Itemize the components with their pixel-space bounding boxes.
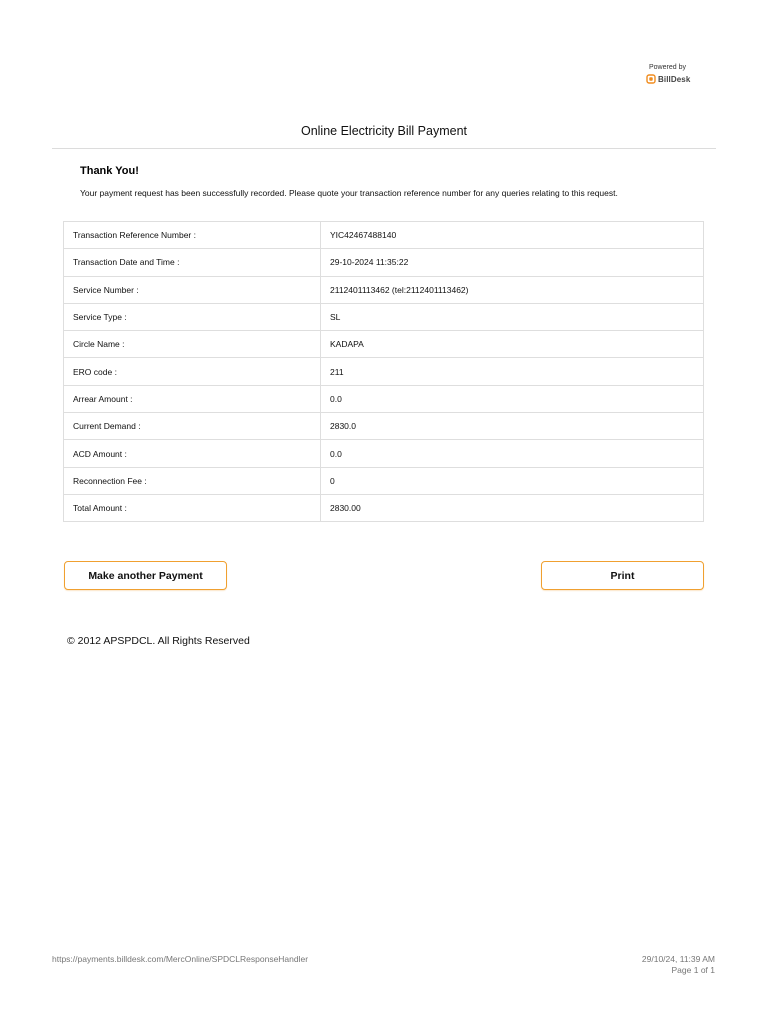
print-footer-info xyxy=(642,954,715,976)
detail-label: Circle Name : xyxy=(64,331,321,358)
powered-by-label: Powered by xyxy=(649,64,686,71)
table-row xyxy=(64,440,704,467)
detail-value: 29-10-2024 11:35:22 xyxy=(321,249,704,276)
detail-value: SL xyxy=(321,303,704,330)
detail-label: Current Demand : xyxy=(64,413,321,440)
powered-by-badge xyxy=(646,63,726,84)
detail-value: 0.0 xyxy=(321,385,704,412)
make-another-payment-button[interactable]: Make another Payment xyxy=(64,561,227,590)
billdesk-brand xyxy=(646,74,726,84)
page-title: Online Electricity Bill Payment xyxy=(300,124,468,138)
title-divider xyxy=(52,148,716,149)
table-row xyxy=(64,331,704,358)
copyright-notice: © 2012 APSPDCL. All Rights Reserved xyxy=(67,635,250,647)
print-footer-url: https://payments.billdesk.com/MercOnline/SPDCLResponseHandler xyxy=(52,954,309,964)
print-button[interactable]: Print xyxy=(541,561,704,590)
detail-value: YIC42467488140 xyxy=(321,222,704,249)
thank-you-heading: Thank You! xyxy=(80,165,139,177)
table-row xyxy=(64,276,704,303)
table-row xyxy=(64,249,704,276)
table-row xyxy=(64,385,704,412)
detail-label: Total Amount : xyxy=(64,494,321,521)
detail-value: 2830.0 xyxy=(321,413,704,440)
print-footer-datetime: 29/10/24, 11:39 AM xyxy=(641,954,715,964)
detail-label: Service Type : xyxy=(64,303,321,330)
detail-label: Arrear Amount : xyxy=(64,385,321,412)
detail-value: 211 xyxy=(321,358,704,385)
table-row xyxy=(64,303,704,330)
detail-label: Service Number : xyxy=(64,276,321,303)
detail-label: Transaction Reference Number : xyxy=(64,222,321,249)
table-row xyxy=(64,413,704,440)
table-row xyxy=(64,358,704,385)
billdesk-brand-name: BillDesk xyxy=(658,74,691,84)
detail-label: Reconnection Fee : xyxy=(64,467,321,494)
detail-label: ACD Amount : xyxy=(64,440,321,467)
detail-value: KADAPA xyxy=(321,331,704,358)
detail-label: ERO code : xyxy=(64,358,321,385)
detail-value: 0 xyxy=(321,467,704,494)
table-row xyxy=(64,222,704,249)
billdesk-logo-icon xyxy=(646,74,656,84)
detail-value: 0.0 xyxy=(321,440,704,467)
table-row xyxy=(64,467,704,494)
transaction-details-table xyxy=(63,221,704,522)
detail-value: 2830.00 xyxy=(321,494,704,521)
table-row xyxy=(64,494,704,521)
print-footer-page-number: Page 1 of 1 xyxy=(671,965,715,975)
detail-value: 2112401113462 (tel:2112401113462) xyxy=(321,276,704,303)
confirmation-message: Your payment request has been successfully recorded. Please quote your transaction reference number for any queries relating to this request. xyxy=(80,188,618,198)
detail-label: Transaction Date and Time : xyxy=(64,249,321,276)
